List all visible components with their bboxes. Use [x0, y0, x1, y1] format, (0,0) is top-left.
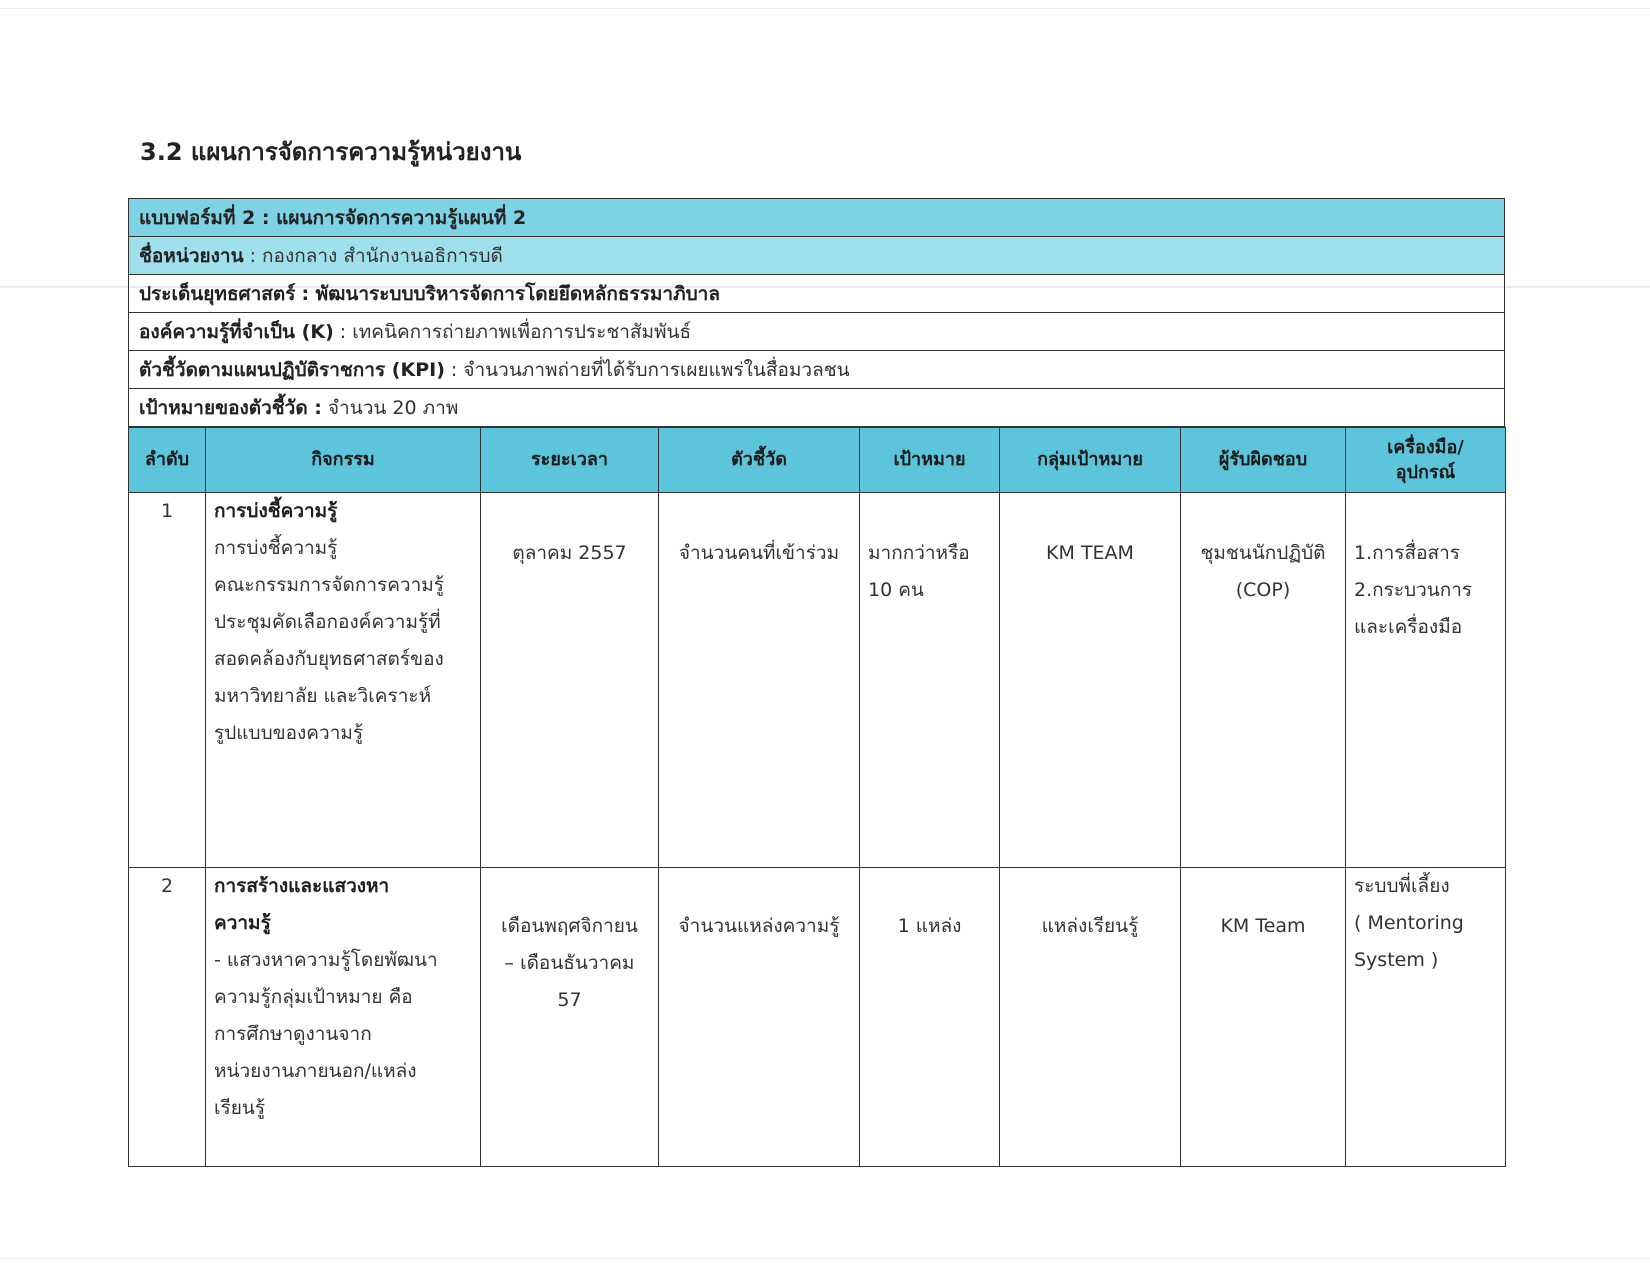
row-activity [206, 868, 481, 1167]
km-plan-form [128, 198, 1505, 1167]
target-line: 10 คน [868, 579, 924, 601]
activity-title: การสร้างและแสวงหา [214, 875, 390, 897]
header-indicator: ตัวชี้วัด [659, 428, 860, 493]
strategy-label: ประเด็นยุทธศาสตร์ [139, 282, 296, 305]
row-activity [206, 493, 481, 868]
row-responsible: KM Team [1181, 868, 1346, 1167]
form-label: แบบฟอร์มที่ 2 : แผนการจัดการความรู้แผนที่ 2 [139, 206, 527, 229]
target-label: เป้าหมายของตัวชี้วัด : [139, 396, 322, 419]
row-tools [1346, 868, 1506, 1167]
tools-line: System ) [1354, 949, 1439, 971]
row-target [860, 493, 1000, 868]
activity-line: - แสวงหาความรู้โดยพัฒนา [214, 949, 438, 971]
responsible-line: ชุมชนนักปฏิบัติ [1200, 542, 1326, 564]
target-line: มากกว่าหรือ [868, 542, 970, 564]
strategy-row [129, 275, 1505, 313]
kpi-value: : จำนวนภาพถ่ายที่ได้รับการเผยแพร่ในสื่อมวลชน [450, 358, 850, 381]
header-no: ลำดับ [129, 428, 206, 493]
row-no: 1 [129, 493, 206, 868]
activity-line: เรียนรู้ [214, 1097, 266, 1119]
target-row [129, 389, 1505, 427]
row-period [481, 868, 659, 1167]
activity-line: การบ่งชี้ความรู้ [214, 537, 338, 559]
form-label-row [129, 199, 1505, 237]
scan-edge-top [0, 8, 1650, 9]
row-target-group: KM TEAM [1000, 493, 1181, 868]
header-tools [1346, 428, 1506, 493]
knowledge-row [129, 313, 1505, 351]
activity-line: สอดคล้องกับยุทธศาสตร์ของ [214, 648, 444, 670]
activity-title: ความรู้ [214, 912, 271, 934]
row-indicator: จำนวนแหล่งความรู้ [659, 868, 860, 1167]
tools-line: และเครื่องมือ [1354, 616, 1463, 638]
table-header-row [129, 428, 1506, 493]
target-value: จำนวน 20 ภาพ [327, 396, 459, 419]
header-responsible: ผู้รับผิดชอบ [1181, 428, 1346, 493]
activity-line: มหาวิทยาลัย และวิเคราะห์ [214, 685, 432, 707]
responsible-line: (COP) [1235, 579, 1291, 601]
tools-line: ( Mentoring [1354, 912, 1464, 934]
unit-label: ชื่อหน่วยงาน [139, 244, 244, 267]
activity-title: การบ่งชี้ความรู้ [214, 500, 338, 522]
activity-line: รูปแบบของความรู้ [214, 722, 364, 744]
row-target-group: แหล่งเรียนรู้ [1000, 868, 1181, 1167]
form-meta-table [128, 198, 1505, 427]
period-line: – เดือนธันวาคม [504, 952, 635, 974]
page-title: 3.2 แผนการจัดการความรู้หน่วยงาน [140, 138, 522, 166]
kpi-row [129, 351, 1505, 389]
tools-line: 2.กระบวนการ [1354, 579, 1473, 601]
tools-line: 1.การสื่อสาร [1354, 542, 1460, 564]
table-row [129, 493, 1506, 868]
header-period: ระยะเวลา [481, 428, 659, 493]
period-line: 57 [557, 989, 582, 1011]
header-activity: กิจกรรม [206, 428, 481, 493]
scan-edge-bottom [0, 1258, 1650, 1259]
knowledge-label: องค์ความรู้ที่จำเป็น (K) [139, 320, 334, 343]
row-no: 2 [129, 868, 206, 1167]
unit-value: : กองกลาง สำนักงานอธิการบดี [249, 244, 503, 267]
tools-line: ระบบพี่เลี้ยง [1354, 875, 1450, 897]
header-target: เป้าหมาย [860, 428, 1000, 493]
activity-plan-table [128, 427, 1506, 1167]
activity-line: ความรู้กลุ่มเป้าหมาย คือ [214, 986, 413, 1008]
strategy-value: : พัฒนาระบบบริหารจัดการโดยยึดหลักธรรมาภิบาล [301, 282, 720, 305]
header-target-group: กลุ่มเป้าหมาย [1000, 428, 1181, 493]
row-period: ตุลาคม 2557 [481, 493, 659, 868]
row-indicator: จำนวนคนที่เข้าร่วม [659, 493, 860, 868]
header-tools-line1: เครื่องมือ/ [1387, 436, 1464, 458]
row-tools [1346, 493, 1506, 868]
knowledge-value: : เทคนิคการถ่ายภาพเพื่อการประชาสัมพันธ์ [339, 320, 692, 343]
activity-line: คณะกรรมการจัดการความรู้ [214, 574, 444, 596]
kpi-label: ตัวชี้วัดตามแผนปฏิบัติราชการ (KPI) [139, 358, 445, 381]
row-target: 1 แหล่ง [860, 868, 1000, 1167]
activity-line: การศึกษาดูงานจาก [214, 1023, 372, 1045]
activity-line: หน่วยงานภายนอก/แหล่ง [214, 1060, 417, 1082]
table-row [129, 868, 1506, 1167]
header-tools-line2: อุปกรณ์ [1395, 462, 1456, 483]
unit-row [129, 237, 1505, 275]
row-responsible [1181, 493, 1346, 868]
period-line: เดือนพฤศจิกายน [501, 915, 638, 937]
activity-line: ประชุมคัดเลือกองค์ความรู้ที่ [214, 611, 441, 633]
